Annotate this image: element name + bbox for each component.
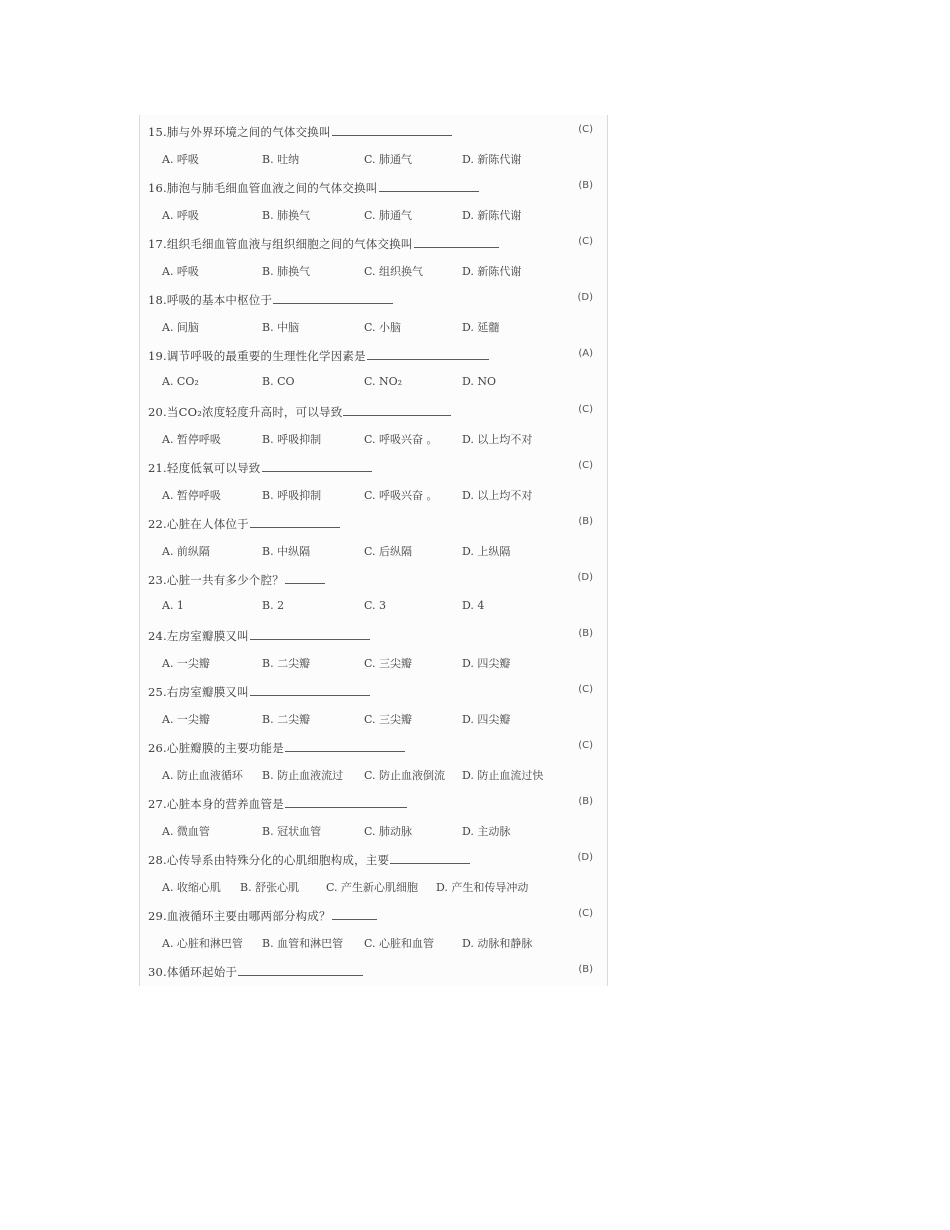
question-row — [140, 625, 607, 647]
option-c[interactable]: C. 小脑 — [364, 321, 402, 334]
option-b[interactable]: B. 冠状血管 — [262, 825, 322, 838]
option-row — [140, 597, 607, 619]
question-text: 心脏本身的营养血管是 — [166, 797, 284, 811]
option-a[interactable]: A. 防止血液循环 — [162, 769, 243, 782]
option-d[interactable]: D. 新陈代谢 — [462, 153, 522, 166]
option-row — [140, 485, 607, 507]
option-d[interactable]: D. 动脉和静脉 — [462, 937, 533, 950]
question-stem — [148, 235, 499, 252]
question-row — [140, 681, 607, 703]
option-b[interactable]: B. 二尖瓣 — [262, 657, 311, 670]
answer-blank[interactable] — [262, 459, 372, 472]
option-d[interactable]: D. 新陈代谢 — [462, 209, 522, 222]
option-b[interactable]: B. 中脑 — [262, 321, 300, 334]
option-d[interactable]: D. 新陈代谢 — [462, 265, 522, 278]
option-b[interactable]: B. 舒张心肌 — [240, 881, 300, 894]
option-a[interactable]: A. 一尖瓣 — [162, 713, 210, 726]
question-text: 血液循环主要由哪两部分构成？ — [166, 909, 331, 923]
question-text: 体循环起始于 — [166, 965, 238, 979]
question-stem — [148, 739, 405, 756]
question-text: 心脏一共有多少个腔？ — [166, 573, 284, 587]
question-row — [140, 233, 607, 255]
option-b[interactable]: B. 二尖瓣 — [262, 713, 311, 726]
option-b[interactable]: B. 肺换气 — [262, 265, 311, 278]
answer-key: (B) — [578, 964, 593, 975]
answer-key: (C) — [578, 124, 593, 135]
answer-key: (D) — [577, 852, 593, 863]
answer-blank[interactable] — [343, 403, 451, 416]
question-row — [140, 905, 607, 927]
option-d[interactable]: D. 四尖瓣 — [462, 713, 511, 726]
question-stem — [148, 291, 393, 308]
answer-key: (C) — [578, 684, 593, 695]
answer-key: (B) — [578, 180, 593, 191]
answer-key: (D) — [577, 292, 593, 303]
question-stem — [148, 795, 407, 812]
question-row — [140, 513, 607, 535]
option-row — [140, 653, 607, 675]
answer-key: (D) — [577, 572, 593, 583]
option-d[interactable]: D. 上纵隔 — [462, 545, 511, 558]
question-stem — [148, 851, 470, 868]
question-row — [140, 793, 607, 815]
option-a[interactable]: A. CO₂ — [162, 375, 199, 388]
answer-key: (C) — [578, 908, 593, 919]
option-a[interactable]: A. 前纵隔 — [162, 545, 210, 558]
answer-key: (B) — [578, 796, 593, 807]
answer-blank[interactable] — [414, 235, 499, 248]
option-c[interactable]: C. NO₂ — [364, 375, 403, 388]
answer-blank[interactable] — [250, 683, 370, 696]
option-c[interactable]: C. 3 — [364, 599, 387, 612]
question-row — [140, 849, 607, 871]
question-stem — [148, 123, 452, 140]
option-d[interactable]: D. 四尖瓣 — [462, 657, 511, 670]
option-a[interactable]: A. 暂停呼吸 — [162, 433, 221, 446]
answer-key: (C) — [578, 460, 593, 471]
option-a[interactable]: A. 一尖瓣 — [162, 657, 210, 670]
question-text: 调节呼吸的最重要的生理性化学因素是 — [166, 349, 366, 363]
question-text: 肺泡与肺毛细血管血液之间的气体交换叫 — [166, 181, 378, 195]
option-row — [140, 541, 607, 563]
option-b[interactable]: B. 肺换气 — [262, 209, 311, 222]
question-row — [140, 457, 607, 479]
answer-key: (A) — [578, 348, 593, 359]
option-b[interactable]: B. CO — [262, 375, 295, 388]
question-number: 15. — [148, 125, 167, 139]
option-b[interactable]: B. 2 — [262, 599, 285, 612]
question-text: 组织毛细血管血液与组织细胞之间的气体交换叫 — [166, 237, 413, 251]
option-b[interactable]: B. 吐纳 — [262, 153, 300, 166]
question-row — [140, 121, 607, 143]
option-row — [140, 765, 607, 787]
option-a[interactable]: A. 间脑 — [162, 321, 199, 334]
option-a[interactable]: A. 呼吸 — [162, 265, 199, 278]
answer-key: (C) — [578, 236, 593, 247]
option-row — [140, 429, 607, 451]
option-a[interactable]: A. 呼吸 — [162, 209, 199, 222]
answer-blank[interactable] — [367, 347, 489, 360]
question-row — [140, 289, 607, 311]
option-a[interactable]: A. 收缩心肌 — [162, 881, 221, 894]
question-number: 19. — [148, 349, 167, 363]
question-number: 27. — [148, 797, 167, 811]
option-c[interactable]: C. 三尖瓣 — [364, 713, 413, 726]
option-b[interactable]: B. 血管和淋巴管 — [262, 937, 344, 950]
option-c[interactable]: C. 防止血液倒流 — [364, 769, 446, 782]
question-text: 肺与外界环境之间的气体交换叫 — [166, 125, 331, 139]
option-c[interactable]: C. 心脏和血管 — [364, 937, 435, 950]
question-number: 23. — [148, 573, 167, 587]
option-row — [140, 261, 607, 283]
question-stem — [148, 963, 363, 980]
question-number: 29. — [148, 909, 167, 923]
option-c[interactable]: C. 后纵隔 — [364, 545, 413, 558]
option-b[interactable]: B. 中纵隔 — [262, 545, 311, 558]
question-text: 心传导系由特殊分化的心肌细胞构成，主要 — [166, 853, 390, 867]
option-a[interactable]: A. 微血管 — [162, 825, 210, 838]
answer-blank[interactable] — [332, 123, 452, 136]
question-number: 24. — [148, 629, 167, 643]
question-number: 18. — [148, 293, 167, 307]
option-d[interactable]: D. 以上均不对 — [462, 489, 533, 502]
option-c[interactable]: C. 呼吸兴奋 。 — [364, 489, 438, 502]
answer-blank[interactable] — [390, 851, 470, 864]
question-number: 30. — [148, 965, 167, 979]
question-stem — [148, 515, 340, 532]
option-c[interactable]: C. 产生新心肌细胞 — [326, 881, 419, 894]
question-stem — [148, 907, 377, 924]
option-row — [140, 821, 607, 843]
answer-key: (B) — [578, 628, 593, 639]
answer-key: (B) — [578, 516, 593, 527]
question-number: 25. — [148, 685, 167, 699]
option-d[interactable]: D. 防止血流过快 — [462, 769, 544, 782]
option-c[interactable]: C. 组织换气 — [364, 265, 424, 278]
answer-blank[interactable] — [238, 963, 363, 976]
answer-blank[interactable] — [250, 515, 340, 528]
option-b[interactable]: B. 防止血液流过 — [262, 769, 344, 782]
option-c[interactable]: C. 肺动脉 — [364, 825, 413, 838]
question-row — [140, 961, 607, 983]
question-number: 20. — [148, 405, 167, 419]
question-text: 当CO₂浓度轻度升高时，可以导致 — [166, 405, 343, 419]
option-row — [140, 149, 607, 171]
option-c[interactable]: C. 肺通气 — [364, 153, 413, 166]
option-a[interactable]: A. 1 — [162, 599, 184, 612]
answer-key: (C) — [578, 740, 593, 751]
option-a[interactable]: A. 暂停呼吸 — [162, 489, 221, 502]
question-text: 心脏瓣膜的主要功能是 — [166, 741, 284, 755]
question-text: 左房室瓣膜又叫 — [166, 629, 249, 643]
question-number: 16. — [148, 181, 167, 195]
question-stem — [148, 179, 479, 196]
answer-key: (C) — [578, 404, 593, 415]
question-row — [140, 401, 607, 423]
option-b[interactable]: B. 呼吸抑制 — [262, 489, 322, 502]
question-text: 心脏在人体位于 — [166, 517, 249, 531]
question-stem — [148, 403, 451, 420]
option-row — [140, 933, 607, 955]
option-a[interactable]: A. 呼吸 — [162, 153, 199, 166]
option-a[interactable]: A. 心脏和淋巴管 — [162, 937, 243, 950]
option-c[interactable]: C. 呼吸兴奋 。 — [364, 433, 438, 446]
question-row — [140, 737, 607, 759]
answer-blank[interactable] — [285, 795, 407, 808]
question-number: 22. — [148, 517, 167, 531]
question-text: 轻度低氧可以导致 — [166, 461, 261, 475]
option-c[interactable]: C. 三尖瓣 — [364, 657, 413, 670]
question-number: 17. — [148, 237, 167, 251]
question-number: 28. — [148, 853, 167, 867]
question-stem — [148, 459, 372, 476]
question-stem — [148, 347, 489, 364]
option-d[interactable]: D. 主动脉 — [462, 825, 511, 838]
option-row — [140, 709, 607, 731]
question-text: 呼吸的基本中枢位于 — [166, 293, 273, 307]
option-row — [140, 205, 607, 227]
option-d[interactable]: D. 以上均不对 — [462, 433, 533, 446]
question-row — [140, 569, 607, 591]
answer-blank[interactable] — [273, 291, 393, 304]
answer-blank[interactable] — [285, 571, 325, 584]
question-stem — [148, 683, 370, 700]
answer-blank[interactable] — [250, 627, 370, 640]
answer-blank[interactable] — [285, 739, 405, 752]
answer-blank[interactable] — [332, 907, 377, 920]
option-row — [140, 317, 607, 339]
question-row — [140, 345, 607, 367]
option-b[interactable]: B. 呼吸抑制 — [262, 433, 322, 446]
question-sheet — [139, 115, 608, 986]
option-d[interactable]: D. NO — [462, 375, 497, 388]
option-d[interactable]: D. 产生和传导冲动 — [436, 881, 529, 894]
answer-blank[interactable] — [379, 179, 479, 192]
option-d[interactable]: D. 4 — [462, 599, 485, 612]
question-number: 21. — [148, 461, 167, 475]
question-text: 右房室瓣膜又叫 — [166, 685, 249, 699]
question-row — [140, 177, 607, 199]
option-c[interactable]: C. 肺通气 — [364, 209, 413, 222]
option-row — [140, 373, 607, 395]
question-number: 26. — [148, 741, 167, 755]
option-row — [140, 877, 607, 899]
question-stem — [148, 571, 325, 588]
question-stem — [148, 627, 370, 644]
option-d[interactable]: D. 延髓 — [462, 321, 500, 334]
